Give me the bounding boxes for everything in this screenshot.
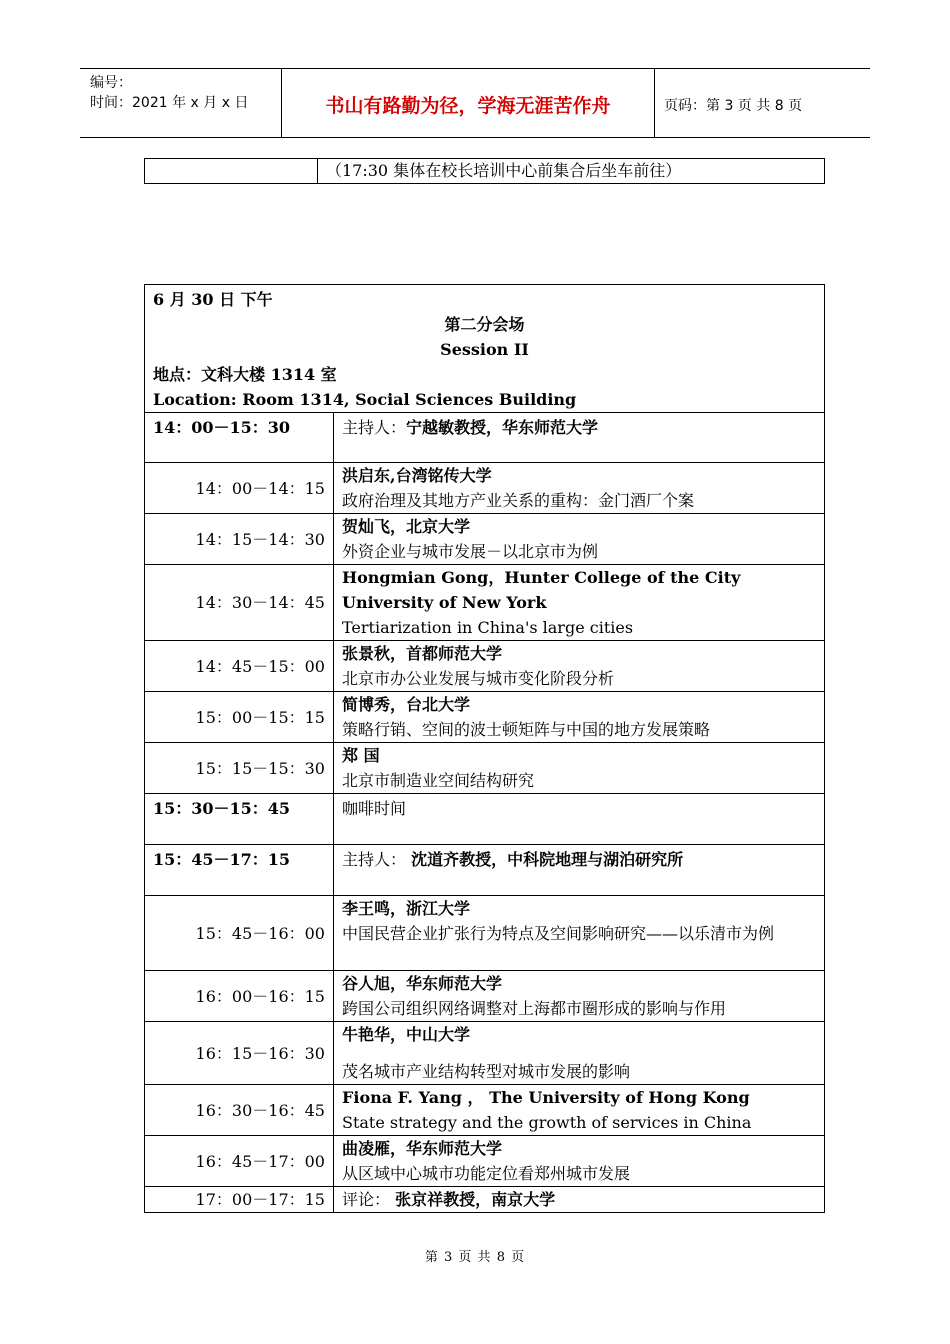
talk-topic: 外资企业与城市发展－以北京市为例 [342,542,599,561]
talk-topic: 政府治理及其地方产业关系的重构：金门酒厂个案 [342,491,695,510]
row-prefix: 咖啡时间 [342,799,407,818]
talk-topic: 从区域中心城市功能定位看郑州城市发展 [342,1164,631,1183]
schedule-row [145,692,825,743]
talk-topic: 北京市办公业发展与城市变化阶段分析 [342,669,615,688]
schedule-row [145,1187,825,1213]
schedule-row [145,896,825,971]
row-content [334,1187,825,1213]
schedule-row [145,1022,825,1085]
row-content [334,463,825,514]
schedule-row [145,413,825,463]
talk-topic: 茂名城市产业结构转型对城市发展的影响 [342,1062,631,1081]
schedule-table [144,284,825,1213]
time-slot: 16：45－17：00 [145,1136,334,1187]
schedule-row [145,641,825,692]
speaker-name: 郑 国 [342,746,380,765]
speaker-name: 牛艳华，中山大学 [342,1025,471,1044]
time-slot: 14：00－15：30 [145,413,334,463]
schedule-row [145,794,825,845]
row-content [334,413,825,463]
time-slot: 17：00－17：15 [145,1187,334,1213]
row-prefix: 主持人： [342,418,407,437]
header-page-label: 页码：第 3 页 共 8 页 [664,98,803,114]
page-footer: 第 3 页 共 8 页 [424,1250,526,1265]
talk-topic: 跨国公司组织网络调整对上海都市圈形成的影响与作用 [342,999,727,1018]
row-content [334,896,825,971]
time-slot: 15：45－17：15 [145,845,334,896]
session-date: 6 月 30 日 下午 [153,290,273,309]
schedule-row [145,1085,825,1136]
row-content [334,845,825,896]
time-slot: 14：15－14：30 [145,514,334,565]
speaker-name: 曲凌雁，华东师范大学 [342,1139,503,1158]
session-header [145,285,825,413]
schedule-row [145,565,825,641]
schedule-row [145,971,825,1022]
spacer [342,1047,818,1059]
session-title-en: Session II [440,340,529,359]
row-content [334,514,825,565]
row-content [334,1136,825,1187]
row-content [334,641,825,692]
time-slot: 14：30－14：45 [145,565,334,641]
row-content [334,1022,825,1085]
speaker-name: Hongmian Gong，Hunter College of the City University of New York [342,568,741,612]
row-prefix: 评论： [342,1190,396,1209]
time-slot: 14：45－15：00 [145,641,334,692]
top-note: （17:30 集体在校长培训中心前集合后坐车前往） [318,159,825,184]
time-slot: 15：45－16：00 [145,896,334,971]
time-slot: 14：00－14：15 [145,463,334,514]
session-title-cn: 第二分会场 [444,315,525,334]
schedule-row [145,845,825,896]
speaker-name: 贺灿飞，北京大学 [342,517,471,536]
session-location-cn: 地点：文科大楼 1314 室 [153,365,337,384]
time-slot: 15：15－15：30 [145,743,334,794]
row-content [334,971,825,1022]
speaker-name: 张景秋，首都师范大学 [342,644,503,663]
schedule-row [145,1136,825,1187]
number-label: 编号： [90,75,132,91]
chair-name: 沈道齐教授，中科院地理与湖泊研究所 [411,850,684,869]
schedule-row [145,463,825,514]
empty-cell [145,159,318,184]
header-meta [90,73,248,113]
page-header [80,68,870,138]
schedule-row [145,743,825,794]
time-slot: 15：30－15：45 [145,794,334,845]
row-content [334,692,825,743]
top-note-table [144,158,825,184]
speaker-name: 李王鸣，浙江大学 [342,899,471,918]
time-slot: 16：00－16：15 [145,971,334,1022]
speaker-name: Fiona F. Yang ， The University of Hong Kong [342,1088,750,1107]
chair-name: 张京祥教授，南京大学 [395,1190,556,1209]
talk-topic: 中国民营企业扩张行为特点及空间影响研究——以乐清市为例 [342,924,775,943]
time-slot: 15：00－15：15 [145,692,334,743]
row-prefix: 主持人： [342,850,412,869]
speaker-name: 简博秀，台北大学 [342,695,471,714]
talk-topic: State strategy and the growth of services in China [342,1113,752,1132]
row-content [334,565,825,641]
session-location-en: Location: Room 1314, Social Sciences Building [153,390,577,409]
speaker-name: 洪启东,台湾铭传大学 [342,466,492,485]
speaker-name: 谷人旭，华东师范大学 [342,974,503,993]
date-label: 时间：2021 年 x 月 x 日 [90,95,249,111]
talk-topic: Tertiarization in China's large cities [342,618,634,637]
row-content [334,794,825,845]
talk-topic: 策略行销、空间的波士顿矩阵与中国的地方发展策略 [342,720,711,739]
header-divider [654,69,655,137]
time-slot: 16：30－16：45 [145,1085,334,1136]
row-content [334,743,825,794]
row-content [334,1085,825,1136]
chair-name: 宁越敏教授，华东师范大学 [406,418,599,437]
time-slot: 16：15－16：30 [145,1022,334,1085]
header-motto: 书山有路勤为径，学海无涯苦作舟 [325,95,611,117]
talk-topic: 北京市制造业空间结构研究 [342,771,535,790]
schedule-row [145,514,825,565]
